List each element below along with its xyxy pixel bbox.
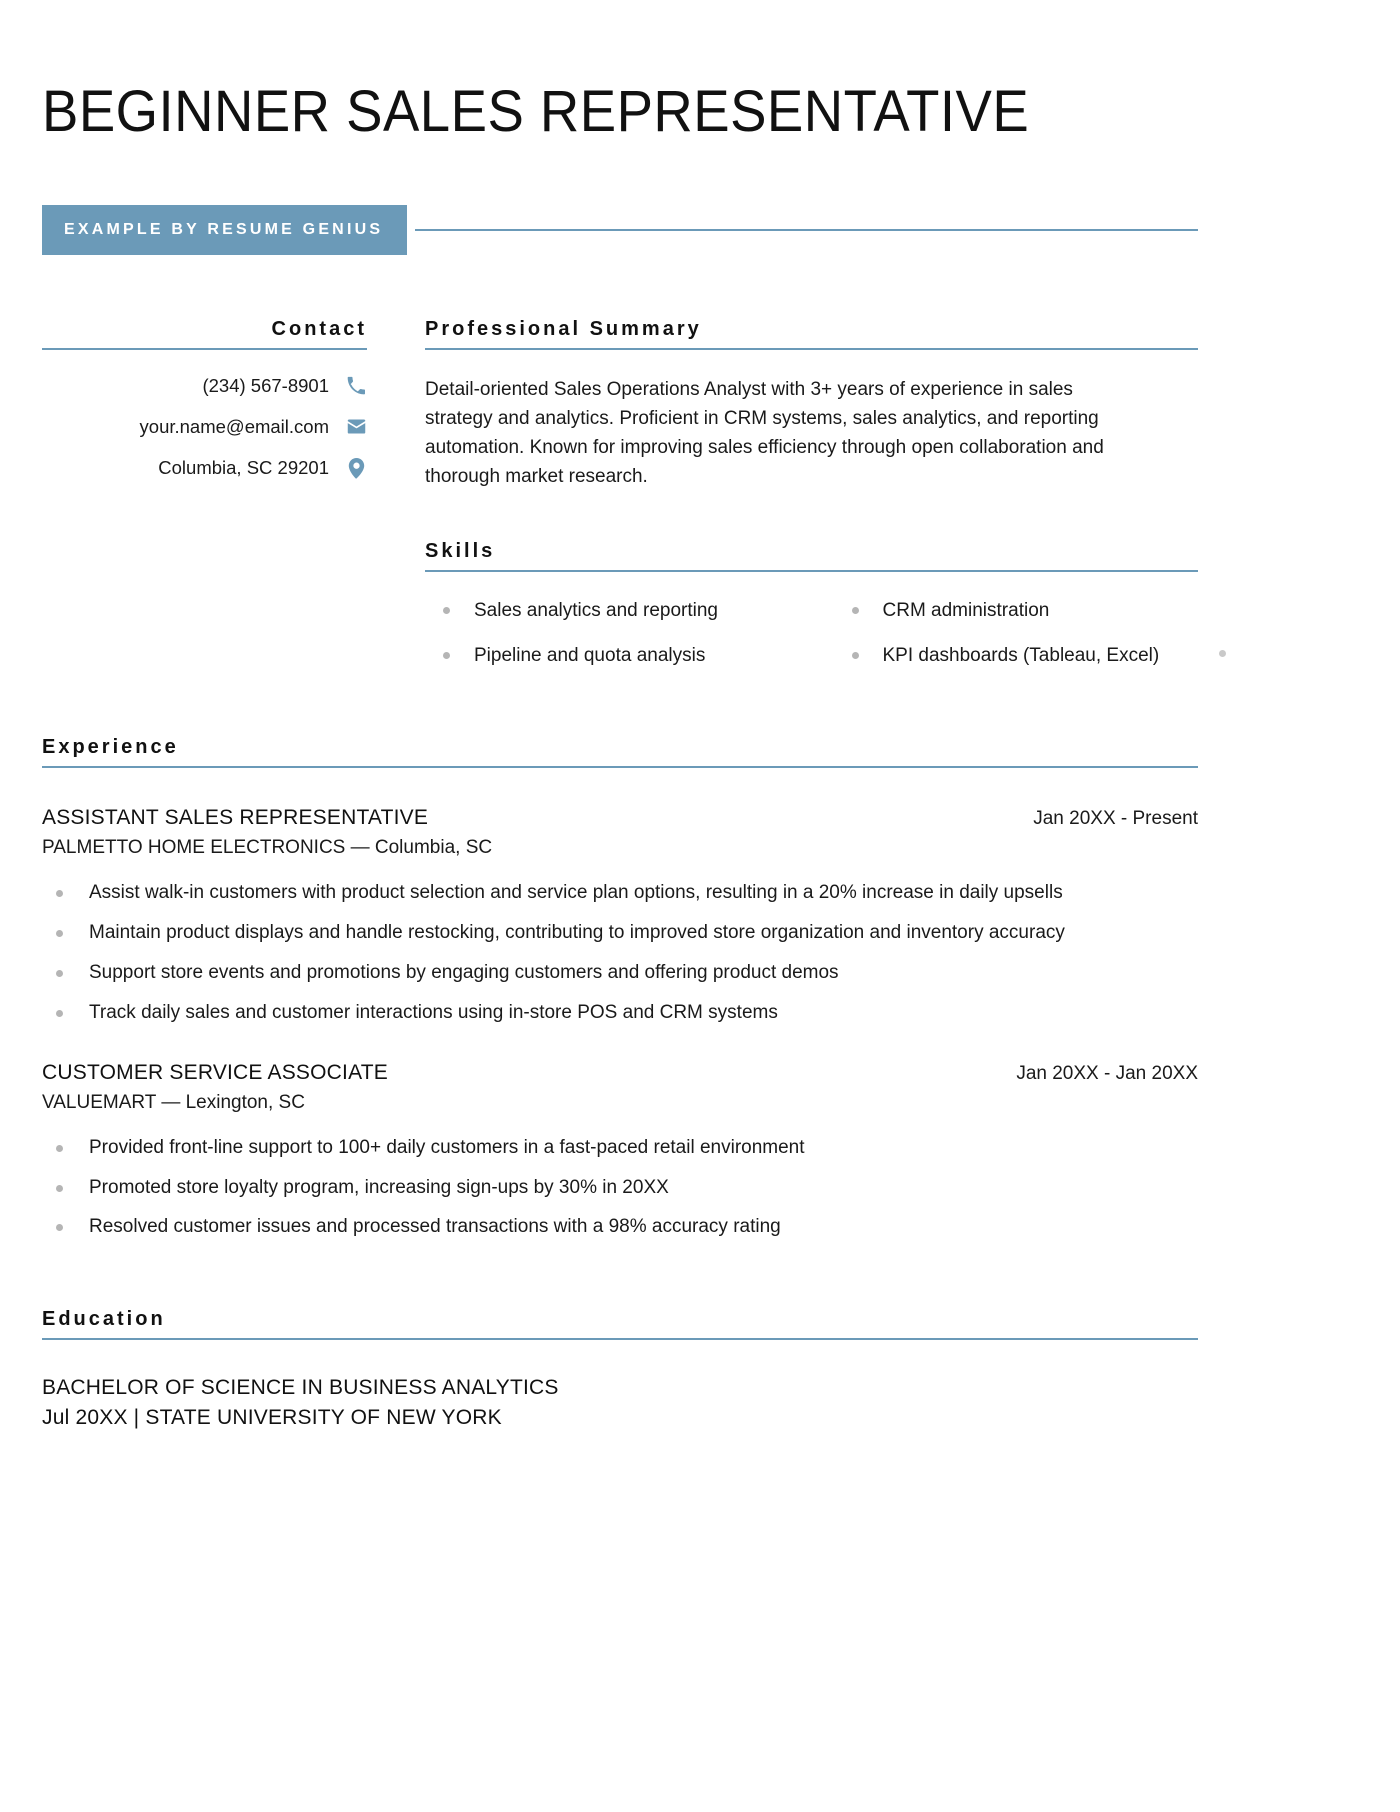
bullet-icon	[56, 970, 63, 977]
contact-list	[42, 374, 367, 480]
upper-columns	[42, 317, 1198, 669]
experience-section	[42, 735, 1198, 1242]
bullet-text: Provided front-line support to 100+ daily customers in a fast-paced retail environment	[89, 1136, 805, 1158]
page-title: BEGINNER SALES REPRESENTATIVE	[42, 79, 1030, 144]
summary-skills-column	[425, 317, 1198, 669]
list-item	[425, 643, 790, 669]
list-item	[42, 1135, 1198, 1162]
job-dates: Jan 20XX - Jan 20XX	[1016, 1062, 1198, 1084]
education-heading: Education	[42, 1308, 166, 1331]
bullet-text: Resolved customer issues and processed transactions with a 98% accuracy rating	[89, 1216, 781, 1238]
education-entry	[42, 1376, 1198, 1430]
list-item	[42, 920, 1198, 947]
bullet-icon	[852, 652, 859, 659]
list-item	[42, 1000, 1198, 1027]
bullet-icon	[1219, 650, 1226, 657]
contact-item-phone[interactable]	[42, 374, 367, 398]
bullet-text: Promoted store loyalty program, increasing sign-ups by 30% in 20XX	[89, 1176, 669, 1198]
experience-entry	[42, 1061, 1198, 1242]
job-title: CUSTOMER SERVICE ASSOCIATE	[42, 1060, 388, 1084]
summary-heading-rule	[425, 348, 1198, 350]
location-pin-icon	[345, 457, 367, 479]
professional-summary-section	[425, 317, 1198, 492]
job-company: PALMETTO HOME ELECTRONICS — Columbia, SC	[42, 836, 493, 858]
skills-grid	[425, 598, 1198, 668]
list-item	[425, 598, 790, 624]
contact-column	[42, 317, 367, 497]
bullet-icon	[56, 1224, 63, 1231]
degree-meta: Jul 20XX | STATE UNIVERSITY OF NEW YORK	[42, 1406, 502, 1430]
example-banner	[42, 205, 1198, 255]
degree-title: BACHELOR OF SCIENCE IN BUSINESS ANALYTICS	[42, 1376, 559, 1400]
skills-heading-rule	[425, 570, 1198, 572]
skills-section	[425, 539, 1198, 668]
contact-location-text: Columbia, SC 29201	[158, 456, 329, 478]
skill-label: KPI dashboards (Tableau, Excel)	[882, 645, 1160, 667]
list-item	[42, 1175, 1198, 1202]
contact-heading: Contact	[271, 317, 367, 340]
contact-heading-rule	[42, 348, 367, 350]
job-dates: Jan 20XX - Present	[1033, 807, 1198, 829]
bullet-icon	[443, 607, 450, 614]
bullet-icon	[56, 1010, 63, 1017]
education-heading-rule	[42, 1338, 1198, 1340]
summary-body: Detail-oriented Sales Operations Analyst with 3+ years of experience in sales strategy and analytics. Proficient in CRM systems, sales analytics, and reporting automation. Known for improving sales efficiency through open collaboration and thorough market research.	[425, 378, 1104, 487]
skill-label: Pipeline and quota analysis	[474, 645, 706, 667]
list-item	[42, 960, 1198, 987]
skills-heading: Skills	[425, 540, 496, 563]
job-bullets	[42, 1135, 1198, 1242]
banner-rule	[415, 229, 1198, 231]
contact-email-text: your.name@email.com	[139, 415, 329, 437]
list-item	[834, 643, 1199, 669]
banner-label: EXAMPLE BY RESUME GENIUS	[42, 205, 407, 255]
contact-phone-text: (234) 567-8901	[202, 374, 329, 396]
bullet-text: Support store events and promotions by engaging customers and offering product demos	[89, 961, 839, 983]
experience-entry-header	[42, 1061, 1198, 1085]
bullet-icon	[56, 890, 63, 897]
contact-item-email[interactable]	[42, 415, 367, 439]
experience-entry	[42, 806, 1198, 1027]
bullet-text: Track daily sales and customer interactions using in-store POS and CRM systems	[89, 1001, 778, 1023]
bullet-icon	[443, 652, 450, 659]
envelope-icon	[345, 416, 367, 438]
job-title: ASSISTANT SALES REPRESENTATIVE	[42, 805, 429, 829]
bullet-text: Assist walk-in customers with product selection and service plan options, resulting in a 20% increase in daily upsells	[89, 881, 1063, 903]
skill-label: CRM administration	[882, 600, 1050, 622]
bullet-icon	[56, 1145, 63, 1152]
skill-label: Sales analytics and reporting	[474, 600, 718, 622]
bullet-icon	[56, 1185, 63, 1192]
job-company: VALUEMART — Lexington, SC	[42, 1091, 305, 1113]
list-item	[42, 1214, 1198, 1241]
bullet-icon	[852, 607, 859, 614]
bullet-text: Maintain product displays and handle restocking, contributing to improved store organization and inventory accuracy	[89, 921, 1065, 943]
job-bullets	[42, 880, 1198, 1027]
list-item	[834, 598, 1199, 624]
bullet-icon	[56, 930, 63, 937]
experience-heading-rule	[42, 766, 1198, 768]
phone-icon	[345, 375, 367, 397]
summary-heading: Professional Summary	[425, 317, 702, 340]
list-item	[42, 880, 1198, 907]
contact-item-location[interactable]	[42, 456, 367, 480]
education-section	[42, 1307, 1198, 1430]
experience-heading: Experience	[42, 735, 179, 758]
experience-entry-header	[42, 806, 1198, 830]
